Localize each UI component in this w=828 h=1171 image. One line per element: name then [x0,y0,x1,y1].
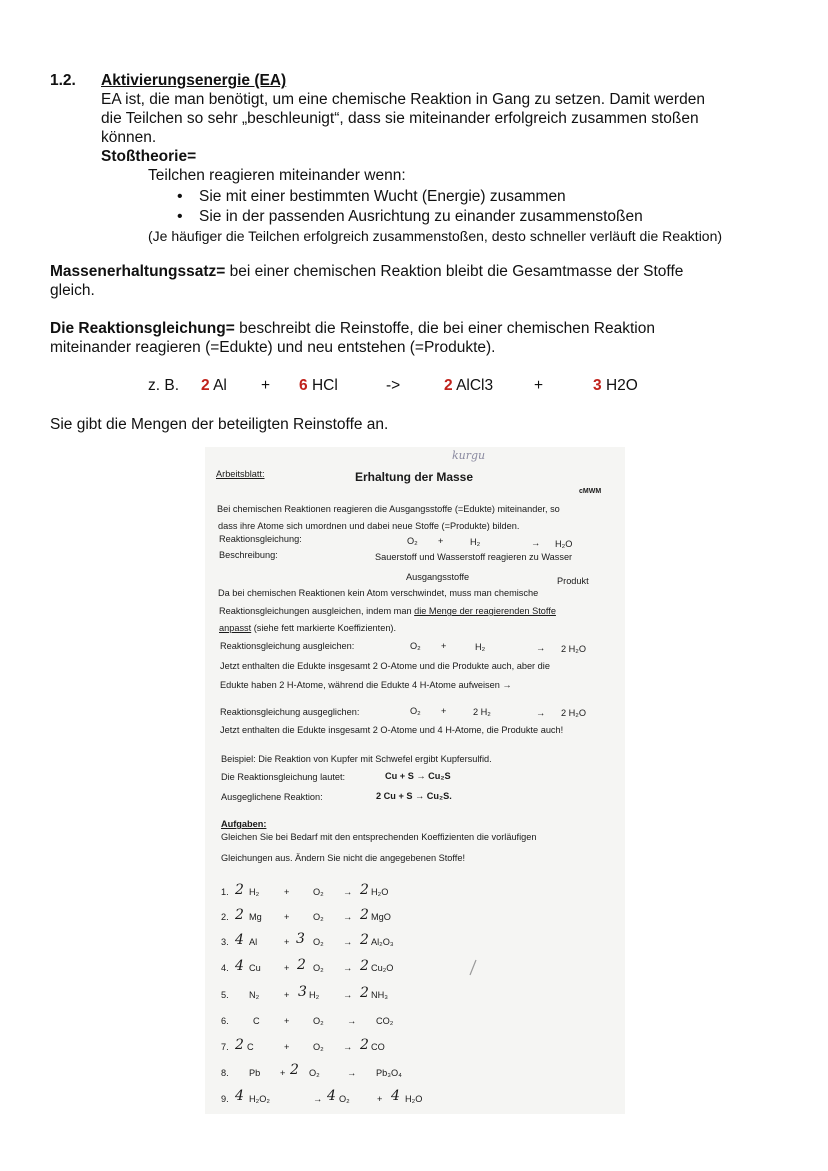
worksheet-code: cMWM [579,488,602,495]
ausgl-label: Reaktionsgleichung ausgleichen: [220,641,355,651]
worksheet-intro-2: dass ihre Atome sich umordnen und dabei neue Stoffe (=Produkte) bilden. [218,521,520,531]
arrow: → [343,963,353,973]
arrow: → [343,937,353,947]
definition-line-2: die Teilchen so sehr „beschleunigt“, dass sie miteinander erfolgreich zusammen stoßen [101,110,699,127]
formula: O₂ [313,912,324,922]
pencil-mark [467,959,479,977]
example-term-2 [299,376,338,395]
plus-sign: + [284,963,290,973]
ausgl-text-1: Jetzt enthalten die Edukte insgesamt 2 O-Atome und die Produkte auch, aber die [220,661,550,671]
massenerhaltung-term: Massenerhaltungssatz= [50,263,226,280]
worksheet-intro-1: Bei chemischen Reaktionen reagieren die Ausgangsstoffe (=Edukte) miteinander, so [217,504,560,514]
handwritten-coefficient: 4 [235,1088,244,1104]
worksheet-scan [205,447,625,1114]
aufgaben-heading: Aufgaben: [221,819,267,829]
produkt-label: Produkt [557,576,589,586]
massenerhaltung-line-1 [50,262,683,281]
formula: Cu₂O [371,963,394,973]
desc-text: Sauerstoff und Wasserstoff reagieren zu Wasser [375,552,573,562]
beispiel-eq-2: Cu + S → Cu₂S [385,771,451,781]
reaktionsgleichung-term: Die Reaktionsgleichung= [50,320,235,337]
task-number: 7. [221,1042,229,1052]
beispiel-label-3: Ausgeglichene Reaktion: [221,792,323,802]
plus-sign: + [534,377,544,394]
task-number: 4. [221,963,229,973]
formula: O₂ [313,887,324,897]
definition-line-1: EA ist, die man benötigt, um eine chemische Reaktion in Gang zu setzen. Damit werden [101,91,705,108]
formula: H₂O [555,539,573,549]
arrow: → [343,887,353,897]
formula: CO₂ [376,1016,394,1026]
para-line-2 [219,605,556,617]
formula: CO [371,1042,385,1052]
ausgeg-label: Reaktionsgleichung ausgeglichen: [220,707,360,717]
plus-sign: + [284,1042,290,1052]
substance: HCl [311,377,338,394]
reaktionsgleichung-line-1 [50,319,655,338]
closing-sentence: Sie gibt die Mengen der beteiligten Reinstoffe an. [50,416,389,433]
arrow: → [343,1042,353,1052]
plus-sign: + [261,377,271,394]
definition-line-3: können. [101,129,157,146]
task-number: 2. [221,912,229,922]
plus-sign: + [441,706,447,716]
arrow: → [313,1094,323,1104]
ausgangsstoffe-label: Ausgangsstoffe [406,572,470,582]
coefficient: 3 [593,377,602,394]
formula: Cu [249,963,261,973]
ausgl-text-2: Edukte haben 2 H-Atome, während die Edukte 4 H-Atome aufweisen → [220,680,512,690]
formula: O₂ [410,706,421,716]
aufgaben-line-2: Gleichungen aus. Ändern Sie nicht die angegebenen Stoffe! [221,853,465,863]
formula: Al [249,937,258,947]
task-number: 8. [221,1068,229,1078]
substance: AlCl3 [456,377,494,394]
arrow: → [343,990,353,1000]
worksheet-title: Erhaltung der Masse [355,470,474,484]
example-prefix: z. B. [148,377,180,394]
stosstheorie-note: (Je häufiger die Teilchen erfolgreich zusammenstoßen, desto schneller verläuft die Reaktion) [148,228,723,244]
handwritten-coefficient: 3 [298,984,307,1000]
task-number: 3. [221,937,229,947]
ausgeg-text: Jetzt enthalten die Edukte insgesamt 2 O-Atome und 4 H-Atome, die Produkte auch! [220,725,564,735]
formula: O₂ [339,1094,350,1104]
formula: Pb [249,1068,261,1078]
handwritten-coefficient: 2 [297,957,306,973]
massenerhaltung-line-2: gleich. [50,282,95,299]
plus-sign: + [284,887,290,897]
formula: MgO [371,912,391,922]
bullet-item: • Sie in der passenden Ausrichtung zu einander zusammenstoßen [199,207,643,226]
arrow: → [347,1016,357,1026]
formula: O₂ [410,641,421,651]
beispiel-label-2: Die Reaktionsgleichung lautet: [221,772,346,782]
formula: O₂ [407,536,418,546]
formula: C [247,1042,254,1052]
substance: H2O [605,377,638,394]
formula: Al₂O₃ [371,937,394,947]
plus-sign: + [284,937,290,947]
handwritten-coefficient: 4 [235,932,244,948]
formula: H₂ [309,990,320,1000]
handwritten-coefficient: 4 [235,958,244,974]
handwritten-coefficient: 2 [360,932,369,948]
handwritten-coefficient: 3 [296,931,305,947]
handwritten-coefficient: 2 [235,907,244,923]
handwritten-coefficient: 2 [360,907,369,923]
handwritten-coefficient: 2 [290,1062,299,1078]
formula: O₂ [313,963,324,973]
task-number: 6. [221,1016,229,1026]
stosstheorie-heading: Stoßtheorie= [101,148,197,165]
formula: H₂ [470,537,481,547]
arrow: → [343,912,353,922]
formula: O₂ [313,1016,324,1026]
substance: Al [213,377,227,394]
formula: O₂ [313,1042,324,1052]
task-number: 1. [221,887,229,897]
handwritten-coefficient: 4 [391,1088,400,1104]
formula: 2 H₂O [561,644,587,654]
para-text: Reaktionsgleichungen ausgleichen, indem man [219,606,415,616]
plus-sign: + [438,536,444,546]
formula: C [253,1016,260,1026]
handwritten-coefficient: 2 [360,985,369,1001]
formula: 2 H₂O [561,708,587,718]
formula: H₂O₂ [249,1094,270,1104]
plus-sign: + [284,912,290,922]
coefficient: 2 [201,377,210,394]
task-number: 9. [221,1094,229,1104]
aufgaben-line-1: Gleichen Sie bei Bedarf mit den entsprechenden Koeffizienten die vorläufigen [221,832,537,842]
formula: O₂ [313,937,324,947]
example-term-4 [593,376,638,395]
formula: H₂ [249,887,260,897]
arrow: → [531,538,541,548]
formula: O₂ [309,1068,320,1078]
handwritten-coefficient: 4 [327,1088,336,1104]
beispiel-eq-3: 2 Cu + S → Cu₂S. [376,791,452,801]
rg-label: Reaktionsgleichung: [219,534,302,544]
handwritten-coefficient: 2 [360,958,369,974]
plus-sign: + [441,641,447,651]
para-line-3 [219,622,396,634]
reaktionsgleichung-line-2: miteinander reagieren (=Edukte) und neu entstehen (=Produkte). [50,339,496,356]
formula: Pb₃O₄ [376,1068,402,1078]
example-term-3 [444,376,493,395]
handwritten-coefficient: 2 [235,1037,244,1053]
formula: H₂O [405,1094,423,1104]
example-term-1 [201,376,227,395]
coefficient: 6 [299,377,308,394]
handwritten-coefficient: 2 [360,1037,369,1053]
handwritten-coefficient: 2 [360,882,369,898]
stosstheorie-intro: Teilchen reagieren miteinander wenn: [148,167,406,184]
worksheet-label: Arbeitsblatt: [216,469,265,479]
plus-sign: + [377,1094,383,1104]
para-underlined: anpasst [219,623,252,633]
reaktionsgleichung-text: beschreibt die Reinstoffe, die bei einer chemischen Reaktion [234,320,655,337]
arrow: → [347,1068,357,1078]
formula: N₂ [249,990,260,1000]
para-line-1: Da bei chemischen Reaktionen kein Atom verschwindet, muss man chemische [218,588,539,598]
worksheet-scribble: kurgu [452,449,486,462]
plus-sign: + [284,1016,290,1026]
formula: H₂ [475,642,486,652]
bullet-item: • Sie mit einer bestimmten Wucht (Energie) zusammen [199,187,566,206]
section-number: 1.2. [50,72,76,89]
task-number: 5. [221,990,229,1000]
para-underlined: die Menge der reagierenden Stoffe [414,606,556,616]
section-title: Aktivierungsenergie (EA) [101,72,287,89]
handwritten-coefficient: 2 [235,882,244,898]
formula: H₂O [371,887,389,897]
formula: NH₃ [371,990,389,1000]
beispiel-line-1: Beispiel: Die Reaktion von Kupfer mit Schwefel ergibt Kupfersulfid. [221,754,492,764]
arrow: → [536,643,546,653]
arrow: → [536,708,546,718]
para-text: (siehe fett markierte Koeffizienten). [251,623,397,633]
formula: Mg [249,912,262,922]
coefficient: 2 [444,377,453,394]
plus-sign: + [284,990,290,1000]
plus-sign: + [280,1068,286,1078]
reaction-arrow: -> [386,377,401,394]
massenerhaltung-text: bei einer chemischen Reaktion bleibt die Gesamtmasse der Stoffe [225,263,684,280]
formula: 2 H₂ [473,707,491,717]
desc-label: Beschreibung: [219,550,278,560]
